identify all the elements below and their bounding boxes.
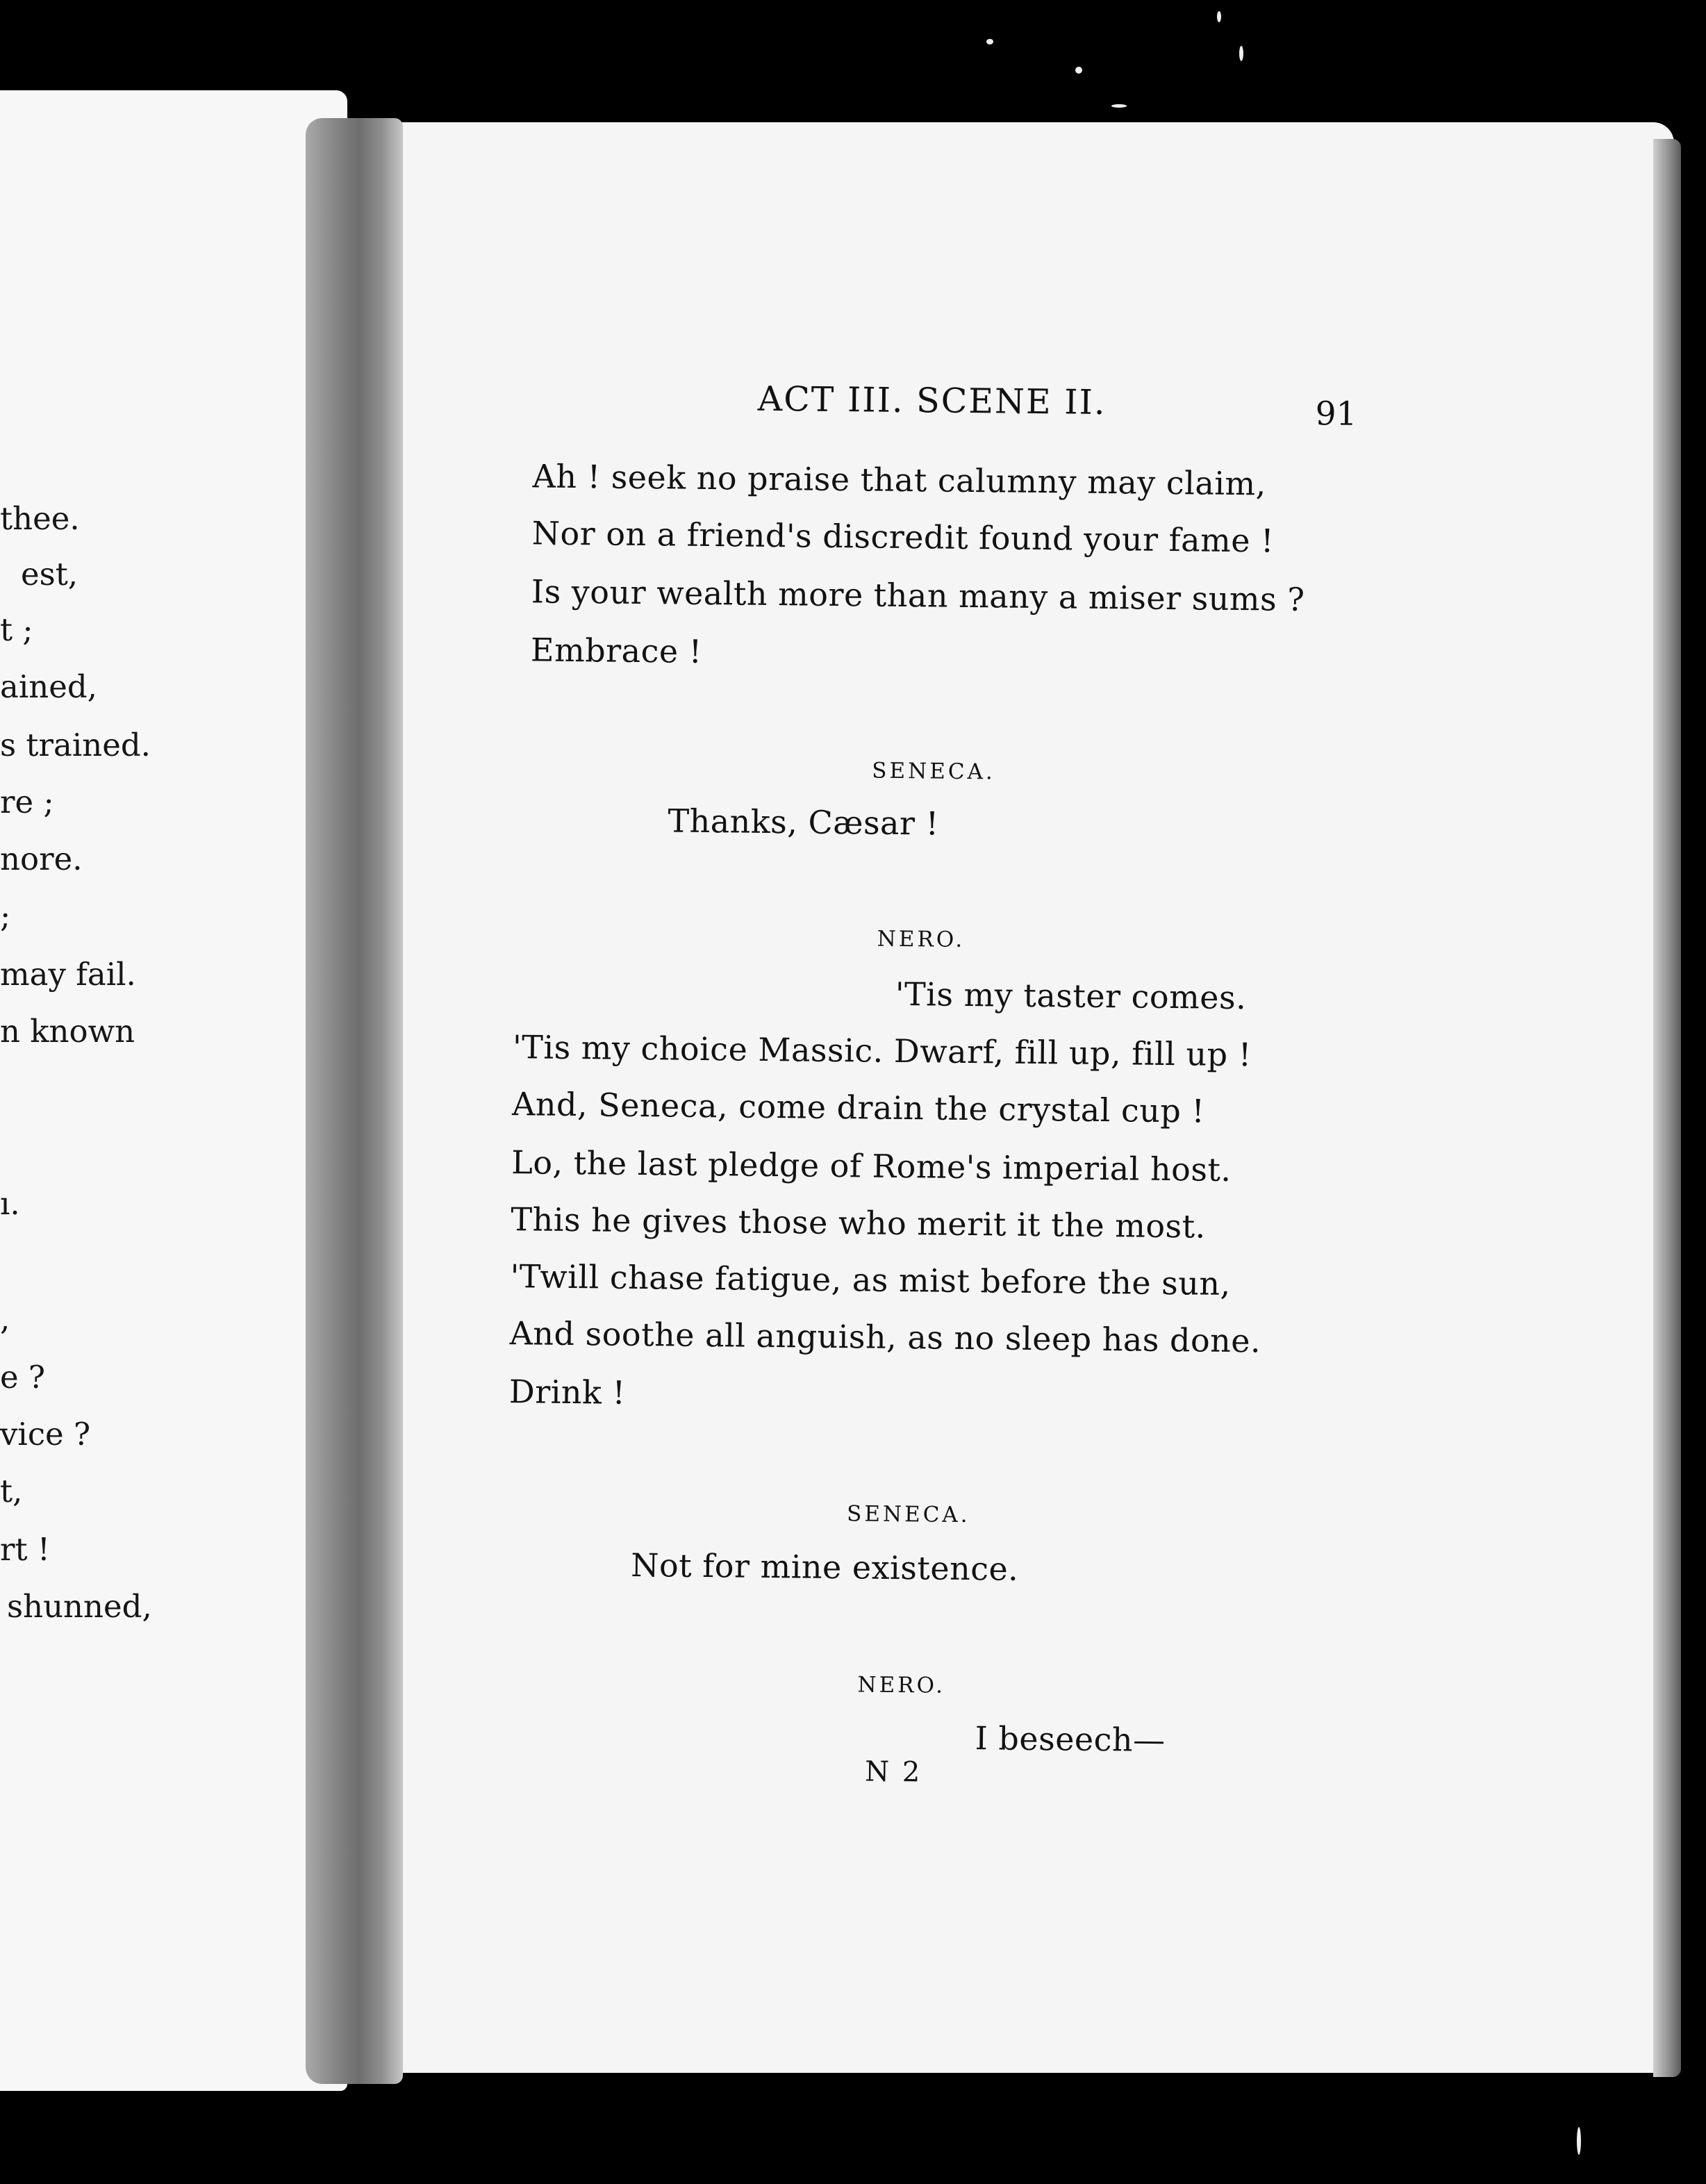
- scan-speck: [1111, 104, 1127, 108]
- verse-line: And, Seneca, come drain the crystal cup !: [511, 1085, 1205, 1130]
- verse-line: This he gives those who merit it the most.: [511, 1200, 1207, 1246]
- page-text-block: [355, 122, 1674, 2086]
- verse-line: 'Tis my choice Massic. Dwarf, fill up, fill up !: [512, 1028, 1252, 1074]
- verse-line: Drink !: [508, 1373, 626, 1412]
- left-line-fragment: est,: [21, 556, 78, 593]
- scan-speck: [986, 39, 993, 44]
- verse-line: 'Twill chase fatigue, as mist before the sun,: [510, 1257, 1231, 1302]
- left-line-fragment: e ?: [0, 1359, 46, 1396]
- verse-line: Thanks, Cæsar !: [668, 802, 939, 843]
- left-line-fragment: shunned,: [7, 1588, 152, 1625]
- speaker-name: NERO.: [857, 1672, 946, 1698]
- left-line-fragment: may fail.: [0, 956, 136, 993]
- left-line-fragment: re ;: [0, 784, 54, 820]
- verse-line: Is your wealth more than many a miser sums ?: [531, 572, 1305, 619]
- left-line-fragment: thee.: [0, 500, 80, 537]
- scan-speck: [1075, 67, 1082, 74]
- page-number: 91: [1315, 395, 1357, 433]
- speaker-name: SENECA.: [846, 1501, 970, 1528]
- left-line-fragment: ı.: [0, 1185, 20, 1222]
- signature-mark: N 2: [864, 1755, 922, 1789]
- left-line-fragment: t ;: [0, 611, 33, 648]
- verse-line: I beseech—: [975, 1719, 1166, 1760]
- speaker-name: NERO.: [877, 926, 966, 952]
- left-line-fragment: ,: [0, 1300, 10, 1337]
- left-page: [0, 90, 347, 2091]
- scan-speck: [1239, 46, 1243, 61]
- left-line-fragment: nore.: [0, 841, 83, 877]
- speaker-name: SENECA.: [872, 758, 996, 785]
- left-line-fragment: s trained.: [0, 727, 151, 763]
- scan-speck: [1217, 11, 1221, 22]
- verse-line: Embrace !: [530, 631, 702, 670]
- left-line-fragment: vice ?: [0, 1416, 91, 1453]
- left-line-fragment: n known: [0, 1013, 135, 1050]
- verse-line: Ah ! seek no praise that calumny may claim,: [532, 457, 1267, 503]
- left-line-fragment: ;: [0, 897, 11, 934]
- left-line-fragment: rt !: [0, 1531, 50, 1568]
- running-head: ACT III. SCENE II.: [757, 379, 1107, 423]
- scan-speck: [1577, 2127, 1581, 2155]
- verse-line: 'Tis my taster comes.: [895, 975, 1247, 1017]
- verse-line: Nor on a friend's discredit found your fame !: [531, 514, 1275, 560]
- left-line-fragment: ained,: [0, 668, 97, 705]
- verse-line: Not for mine existence.: [630, 1546, 1019, 1588]
- verse-line: Lo, the last pledge of Rome's imperial host.: [511, 1143, 1232, 1189]
- left-line-fragment: t,: [0, 1473, 23, 1509]
- verse-line: And soothe all anguish, as no sleep has done.: [509, 1314, 1261, 1360]
